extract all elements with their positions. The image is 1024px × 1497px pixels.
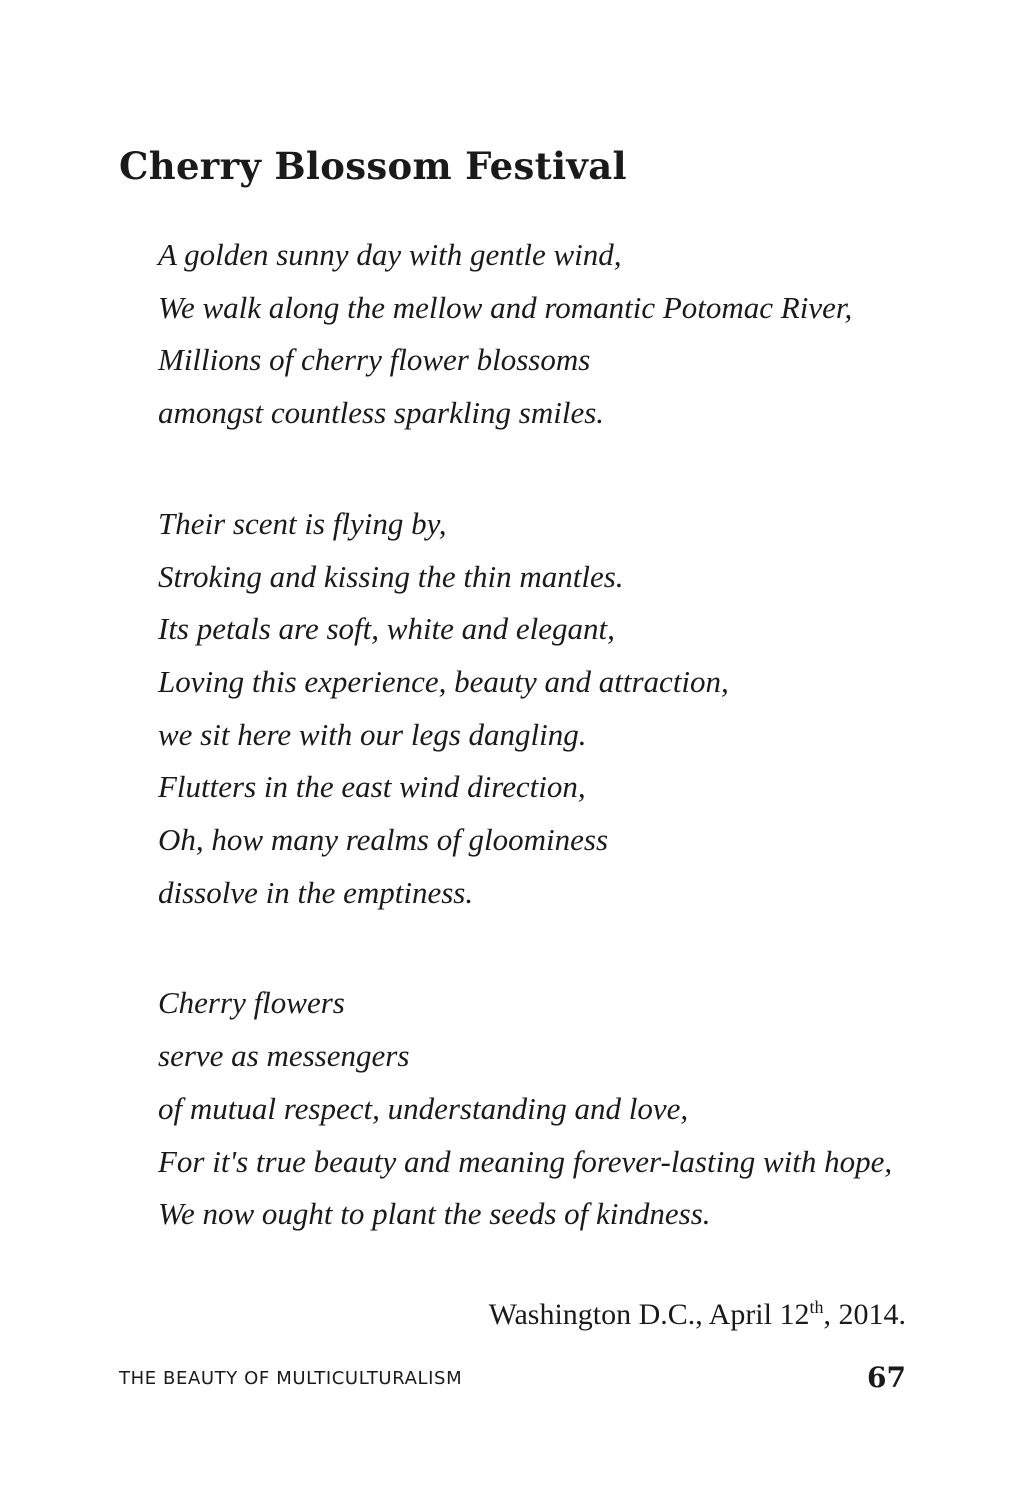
poem-line: Their scent is flying by,: [158, 505, 447, 541]
poem-line: Loving this experience, beauty and attraction,: [158, 663, 729, 699]
poem-line: amongst countless sparkling smiles.: [158, 395, 605, 431]
poem-line: A golden sunny day with gentle wind,: [158, 237, 622, 272]
dateline-place-date: Washington D.C., April 12: [488, 1298, 810, 1331]
page-number: 67: [867, 1361, 906, 1394]
poem-line: Oh, how many realms of gloominess: [158, 822, 609, 858]
poem-line: serve as messengers: [158, 1038, 410, 1074]
poem-line: Flutters in the east wind direction,: [158, 769, 586, 805]
poem-title: Cherry Blossom Festival: [119, 144, 627, 188]
dateline-year: , 2014.: [823, 1298, 906, 1331]
poem-line: For it's true beauty and meaning forever-lasting with hope,: [158, 1143, 893, 1179]
poem-body: [158, 229, 918, 1241]
poem-line: of mutual respect, understanding and love,: [158, 1090, 689, 1126]
poem-line: dissolve in the emptiness.: [158, 874, 474, 910]
poem-dateline: [489, 1297, 906, 1333]
stanza-2: [158, 498, 918, 920]
running-footer-title: THE BEAUTY OF MULTICULTURALISM: [119, 1368, 463, 1389]
poem-line: We now ought to plant the seeds of kindness.: [158, 1196, 711, 1232]
poem-line: We walk along the mellow and romantic Potomac River,: [158, 289, 853, 325]
poem-line: Millions of cherry flower blossoms: [158, 342, 591, 378]
stanza-1: [158, 229, 918, 440]
poem-line: Stroking and kissing the thin mantles.: [158, 558, 624, 594]
poem-line: we sit here with our legs dangling.: [158, 716, 587, 752]
stanza-3: [158, 977, 918, 1241]
dateline-ordinal: th: [809, 1297, 824, 1317]
poem-line: Cherry flowers: [158, 985, 345, 1021]
poem-line: Its petals are soft, white and elegant,: [158, 611, 615, 647]
